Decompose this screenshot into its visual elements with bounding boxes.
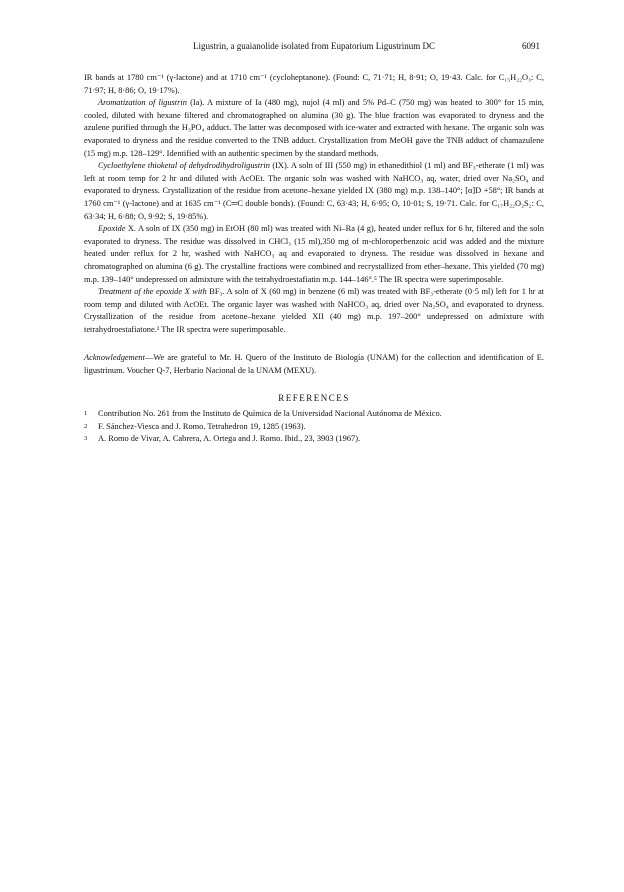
references-heading: REFERENCES [278, 392, 350, 403]
paper-page [84, 40, 544, 446]
paragraph-lead: Aromatization of ligustrin [98, 98, 187, 108]
paragraph-ir-bands: IR bands at 1780 cm⁻¹ (γ-lactone) and at 1710 cm⁻¹ (cycloheptanone). (Found: C, 71·71; H, 8·91; O, 19·43. Calc. for C₁₅H₂₂O₃: C, 71·97; H, 8·86; O, 19·17%). [84, 73, 544, 95]
reference-text: A. Romo de Vivar, A. Cabrera, A. Ortega and J. Romo. Ibid., 23, 3903 (1967). [98, 434, 361, 444]
running-title: Ligustrin, a guaianolide isolated from Eupatorium Ligustrinum DC [193, 41, 435, 51]
page-header [84, 40, 544, 54]
reference-number: 3 [84, 435, 88, 443]
reference-text: F. Sánchez-Viesca and J. Romo. Tetrahedron 19, 1285 (1963). [98, 421, 306, 431]
reference-item [84, 433, 544, 446]
paragraph-text: (IX). A soln of III (550 mg) in ethanedithiol (1 ml) and BF₃-etherate (1 ml) was left at room temp for 2 hr and diluted with AcOEt. The organic soln was washed with NaHCO₃ aq, water, dried over Na₂SO₄ and evaporated to dryness. Crystallization of the residue from acetone–hexane yielded IX (380 mg) m.p. 138–140°; [α]D +58°; IR bands at 1760 cm⁻¹ (γ-lactone) and at 1635 cm⁻¹ (C═C double bonds). (Found: C, 63·43; H, 6·95; O, 10·01; S, 19·71. Calc. for C₁₇H₂₂O₂S₂: C, 63·34; H, 6·88; O, 9·92; S, 19·85%). [84, 161, 545, 221]
paragraph-lead: Treatment of the epoxide X with [98, 287, 207, 297]
reference-text: Contribution No. 261 from the Instituto de Química de la Universidad Nacional Autónoma de México. [98, 409, 442, 419]
paragraph-aromatization [84, 97, 544, 160]
acknowledgement-lead: Acknowledgement [84, 353, 145, 363]
paragraph-thioketal [84, 160, 544, 223]
paragraph-lead: Epoxide [98, 224, 126, 234]
acknowledgement [84, 352, 544, 377]
paragraph-bf3-treatment [84, 286, 544, 336]
reference-item [84, 408, 544, 421]
page-number: 6091 [522, 41, 540, 51]
paragraph-text: (Ia). A mixture of Ia (480 mg), nujol (4 ml) and 5% Pd–C (750 mg) was heated to 300° for 15 min, cooled, diluted with hexane filtered and chromatographed on alumina (30 g). The blue fraction was evaporated to dryness and the azulene purified through the H₃PO₄ adduct. The latter was decomposed with ice-water and extracted with hexane. The organic soln was evaporated to dryness and the residue converted to the TNB adduct. Crystallization from MeOH gave the TNB adduct of chamazulene (15 mg) m.p. 128–129°. Identified with an authentic specimen by the standard methods. [84, 98, 544, 158]
reference-number: 1 [84, 410, 88, 418]
paragraph-lead: Cycloethylene thioketal of dehydrodihydroligustrin [98, 161, 270, 171]
paragraph-text: BF₃. A soln of X (60 mg) in benzene (6 ml) was treated with BF₃-etherate (0·5 ml) left for 1 hr at room temp and diluted with AcOEt. The organic layer was washed with NaHCO₃ aq, dried over Na₂SO₄ and evaporated to dryness. Crystallization of the residue from acetone–hexane yielded XII (40 mg) m.p. 197–200° undepressed on admixture with tetrahydroestafiatone.² The IR spectra were superimposable. [84, 287, 545, 334]
acknowledgement-text: —We are grateful to Mr. H. Quero of the Instituto de Biología (UNAM) for the collection and identification of E. ligustrinum. Voucher Q-7, Herbario Nacional de la UNAM (MEXU). [84, 353, 544, 376]
paragraph-epoxide [84, 223, 544, 286]
paragraph-text: X. A soln of IX (350 mg) in EtOH (80 ml) was treated with Ni–Ra (4 g), heated under reflux for 6 hr, filtered and the soln evaporated to dryness. The residue was dissolved in CHCl₃ (15 ml),350 mg of m-chloroperbenzoic acid was added and the mixture heated under reflux for 2 hr, washed with NaHCO₃ aq and evaporated to dryness. The residue was dissolved in hexane and chromatographed on alumina (6 g). The crystalline fractions were combined and recrystallized from ether–hexane. This yielded (70 mg) m.p. 139–140° undepressed on admixture with the tetrahydroestafiatin m.p. 144–146°.⁵ The IR spectra were superimposable. [84, 224, 544, 284]
reference-item [84, 421, 544, 434]
reference-number: 2 [84, 422, 88, 430]
